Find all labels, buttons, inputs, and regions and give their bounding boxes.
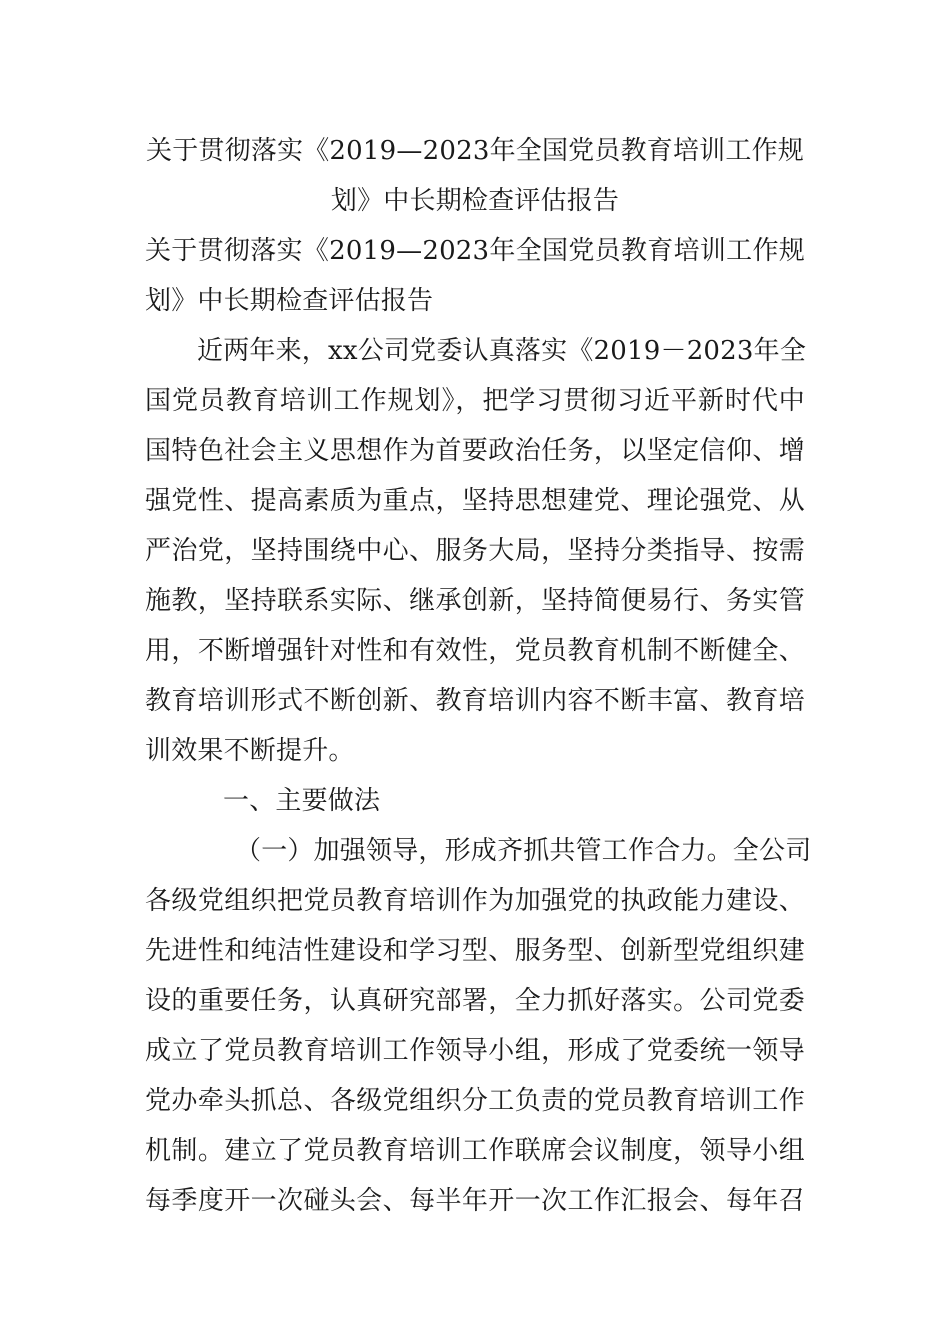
text-line: 严治党，坚持围绕中心、服务大局，坚持分类指导、按需 — [145, 536, 805, 566]
title-line: 划》中长期检查评估报告 — [330, 186, 620, 216]
subsection-paragraph — [145, 826, 812, 1226]
text-line: 党办牵头抓总、各级党组织分工负责的党员教育培训工作 — [145, 1086, 805, 1116]
text-line: 各级党组织把党员教育培训作为加强党的执政能力建设、 — [145, 886, 805, 916]
text-line: 划》中长期检查评估报告 — [145, 286, 434, 316]
text-line: 设的重要任务，认真研究部署，全力抓好落实。公司党委 — [145, 986, 805, 1016]
section-heading — [145, 776, 805, 826]
text-line: 国党员教育培训工作规划》，把学习贯彻习近平新时代中 — [145, 386, 805, 416]
text-line: 国特色社会主义思想作为首要政治任务，以坚定信仰、增 — [145, 436, 805, 466]
text-line: 近两年来，xx公司党委认真落实《2019－2023年全 — [197, 336, 807, 366]
text-line: （一）加强领导，形成齐抓共管工作合力。全公司 — [235, 836, 812, 866]
intro-paragraph — [145, 326, 805, 776]
title-line: 关于贯彻落实《2019—2023年全国党员教育培训工作规 — [146, 136, 804, 166]
text-line: 成立了党员教育培训工作领导小组，形成了党委统一领导 — [145, 1036, 805, 1066]
section-heading-text: 一、主要做法 — [223, 786, 381, 816]
text-line: 机制。建立了党员教育培训工作联席会议制度，领导小组 — [145, 1136, 805, 1166]
document-title — [145, 126, 805, 226]
text-line: 用，不断增强针对性和有效性，党员教育机制不断健全、 — [145, 636, 805, 666]
repeat-title-paragraph — [145, 226, 805, 326]
text-line: 每季度开一次碰头会、每半年开一次工作汇报会、每年召 — [145, 1186, 805, 1216]
text-line: 施教，坚持联系实际、继承创新，坚持简便易行、务实管 — [145, 586, 805, 616]
text-line: 训效果不断提升。 — [145, 736, 355, 766]
text-line: 强党性、提高素质为重点，坚持思想建党、理论强党、从 — [145, 486, 805, 516]
text-line: 关于贯彻落实《2019—2023年全国党员教育培训工作规 — [145, 236, 805, 266]
text-line: 教育培训形式不断创新、教育培训内容不断丰富、教育培 — [145, 686, 805, 716]
document-body — [145, 126, 812, 1226]
text-line: 先进性和纯洁性建设和学习型、服务型、创新型党组织建 — [145, 936, 805, 966]
